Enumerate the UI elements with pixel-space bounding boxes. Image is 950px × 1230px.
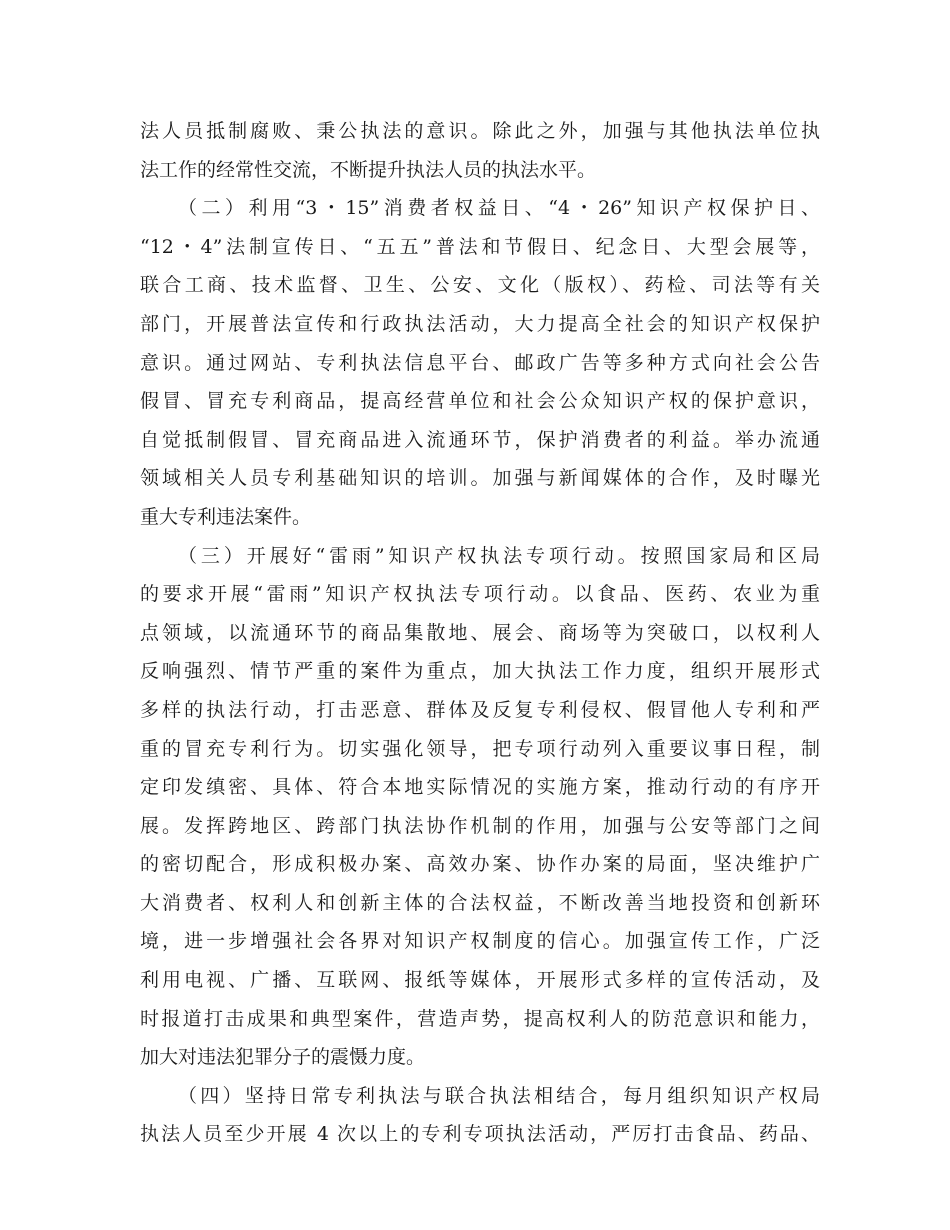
text-line: 定印发缜密、具体、符合本地实际情况的实施方案，推动行动的有序开 — [140, 776, 820, 799]
paragraph-start-line: （三）开展好“雷雨”知识产权执法专项行动。按照国家局和区局 — [178, 544, 820, 567]
text-line: 部门，开展普法宣传和行政执法活动，大力提高全社会的知识产权保护 — [140, 312, 820, 335]
text-line: 多样的执法行动，打击恶意、群体及反复专利侵权、假冒他人专利和严 — [140, 698, 820, 721]
text-line: 境，进一步增强社会各界对知识产权制度的信心。加强宣传工作，广泛 — [140, 930, 820, 953]
text-line: 法工作的经常性交流，不断提升执法人员的执法水平。 — [140, 158, 597, 181]
text-line: 时报道打击成果和典型案件，营造声势，提高权利人的防范意识和能力， — [140, 1007, 820, 1030]
text-line: 展。发挥跨地区、跨部门执法协作机制的作用，加强与公安等部门之间 — [140, 814, 820, 837]
text-line: 的要求开展“雷雨”知识产权执法专项行动。以食品、医药、农业为重 — [140, 583, 820, 606]
text-line: 点领域，以流通环节的商品集散地、展会、商场等为突破口，以权利人 — [140, 621, 820, 644]
text-line: 领域相关人员专利基础知识的培训。加强与新闻媒体的合作，及时曝光 — [140, 467, 820, 490]
text-line: 的密切配合，形成积极办案、高效办案、协作办案的局面，坚决维护广 — [140, 853, 820, 876]
text-line: 执法人员至少开展 4 次以上的专利专项执法活动，严厉打击食品、药品、 — [140, 1123, 820, 1146]
paragraph-start-line: （二）利用“3・15”消费者权益日、“4・26”知识产权保护日、 — [178, 197, 820, 220]
text-line: 假冒、冒充专利商品，提高经营单位和社会公众知识产权的保护意识， — [140, 390, 820, 413]
text-line: 利用电视、广播、互联网、报纸等媒体，开展形式多样的宣传活动，及 — [140, 969, 820, 992]
text-line: 加大对违法犯罪分子的震慑力度。 — [140, 1046, 426, 1069]
text-line: 大消费者、权利人和创新主体的合法权益，不断改善当地投资和创新环 — [140, 891, 820, 914]
text-line: “12・4”法制宣传日、“五五”普法和节假日、纪念日、大型会展等， — [140, 235, 820, 258]
paragraph-start-line: （四）坚持日常专利执法与联合执法相结合，每月组织知识产权局 — [178, 1084, 820, 1107]
text-line: 意识。通过网站、专利执法信息平台、邮政广告等多种方式向社会公告 — [140, 351, 820, 374]
document-body — [140, 112, 820, 1154]
text-line: 联合工商、技术监督、卫生、公安、文化（版权）、药检、司法等有关 — [140, 274, 820, 297]
text-line: 法人员抵制腐败、秉公执法的意识。除此之外，加强与其他执法单位执 — [140, 120, 820, 142]
text-line: 反响强烈、情节严重的案件为重点，加大执法工作力度，组织开展形式 — [140, 660, 820, 683]
text-line: 重大专利违法案件。 — [140, 505, 312, 528]
text-line: 重的冒充专利行为。切实强化领导，把专项行动列入重要议事日程，制 — [140, 737, 820, 760]
text-line: 自觉抵制假冒、冒充商品进入流通环节，保护消费者的利益。举办流通 — [140, 428, 820, 451]
